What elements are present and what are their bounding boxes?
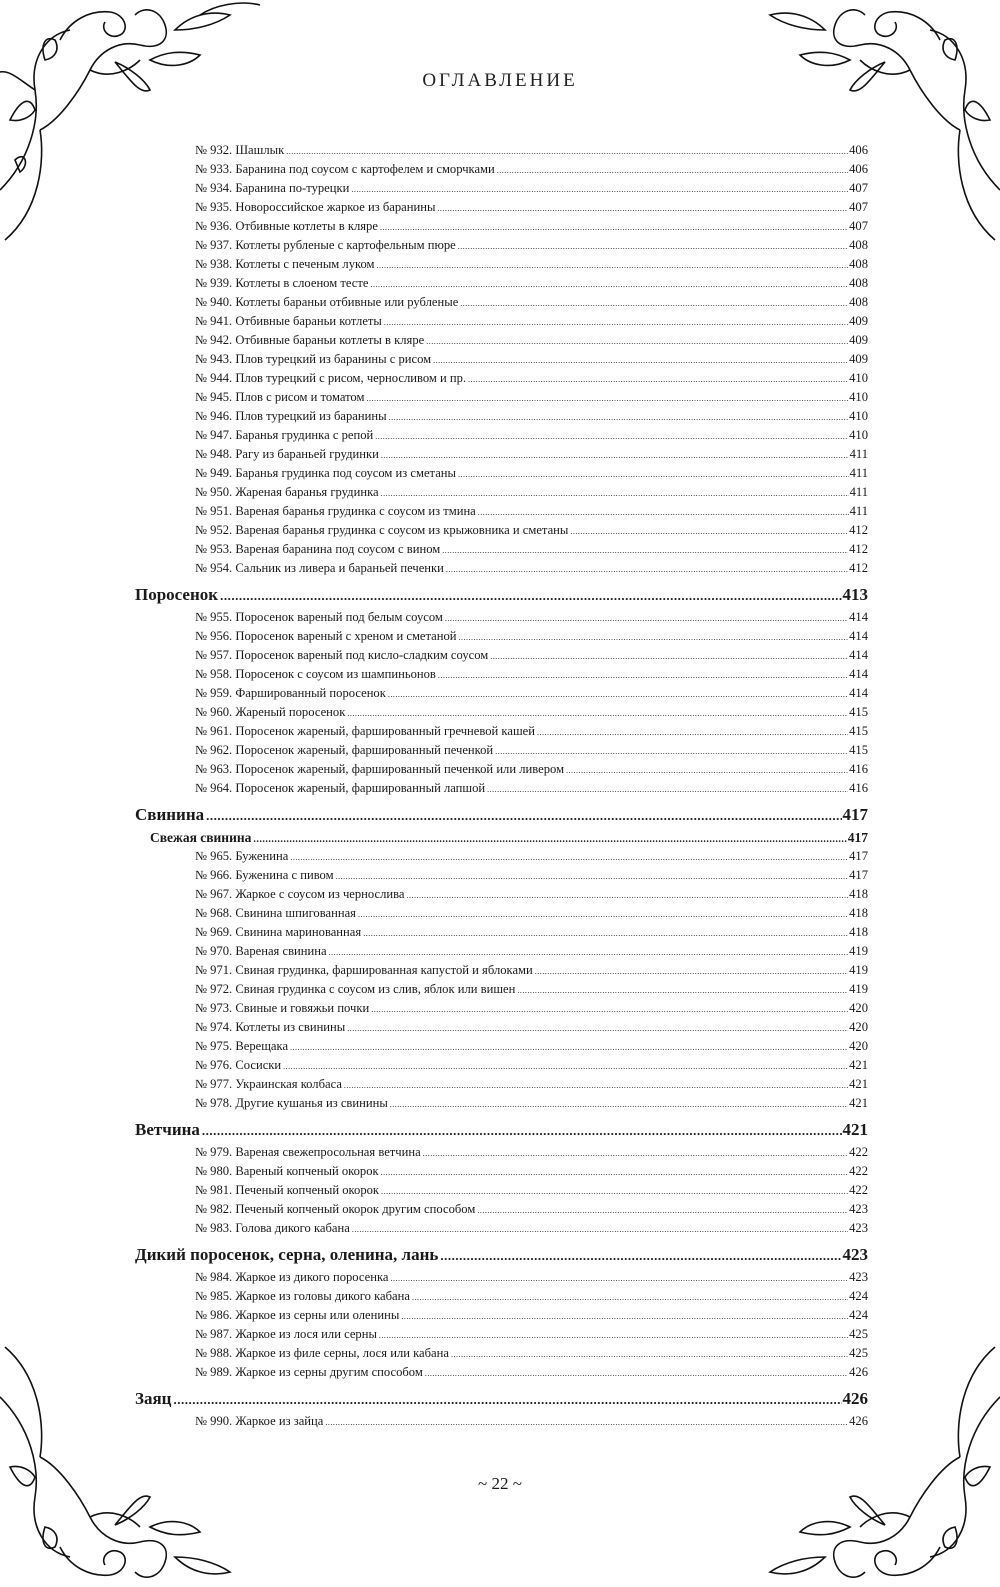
toc-entry-title: № 956. Поросенок вареный с хреном и сметаной: [195, 629, 457, 643]
dot-leader: [490, 647, 848, 665]
dot-leader: [460, 294, 848, 312]
toc-entry-title: № 944. Плов турецкий с рисом, черносливом и пр.: [195, 371, 467, 385]
toc-entry[interactable]: [135, 847, 868, 866]
dot-leader: [381, 1182, 848, 1200]
toc-page-number: 418: [849, 925, 868, 939]
dot-leader: [451, 1345, 848, 1363]
toc-section-heading[interactable]: [135, 802, 868, 828]
toc-entry[interactable]: [135, 426, 868, 445]
toc-entry[interactable]: [135, 741, 868, 760]
toc-entry[interactable]: [135, 627, 868, 646]
toc-page-number: 407: [849, 219, 868, 233]
toc-entry-title: № 970. Вареная свинина: [195, 944, 327, 958]
toc-page-number: 414: [849, 648, 868, 662]
toc-entry[interactable]: [135, 961, 868, 980]
toc-entry-title: № 961. Поросенок жареный, фаршированный гречневой кашей: [195, 724, 535, 738]
dot-leader: [381, 446, 849, 464]
toc-page-number: 421: [842, 1120, 868, 1139]
toc-entry-title: № 934. Баранина по-турецки: [195, 181, 350, 195]
toc-page-number: 410: [849, 428, 868, 442]
toc-entry[interactable]: [135, 1018, 868, 1037]
dot-leader: [389, 408, 849, 426]
toc-page-number: 417: [847, 830, 868, 845]
dot-leader: [407, 886, 849, 904]
toc-entry[interactable]: [135, 665, 868, 684]
dot-leader: [391, 1269, 849, 1287]
dot-leader: [366, 389, 848, 407]
dot-leader: [358, 905, 848, 923]
toc-entry-title: № 983. Голова дикого кабана: [195, 1221, 350, 1235]
toc-entry[interactable]: [135, 866, 868, 885]
toc-entry-title: № 990. Жаркое из зайца: [195, 1414, 324, 1428]
toc-entry-title: № 967. Жаркое с соусом из чернослива: [195, 887, 405, 901]
dot-leader: [487, 780, 848, 798]
toc-entry-title: № 951. Вареная баранья грудинка с соусом из тмина: [195, 504, 476, 518]
toc-page-number: 420: [849, 1001, 868, 1015]
toc-entry[interactable]: [135, 1287, 868, 1306]
dot-leader: [379, 1326, 848, 1344]
toc-entry-title: № 977. Украинская колбаса: [195, 1077, 342, 1091]
toc-page-number: 426: [842, 1389, 868, 1408]
toc-entry-title: № 969. Свинина маринованная: [195, 925, 362, 939]
dot-leader: [445, 609, 848, 627]
toc-entry-title: № 937. Котлеты рубленые с картофельным пюре: [195, 238, 456, 252]
dot-leader: [336, 867, 849, 885]
dot-leader: [325, 1413, 848, 1431]
toc-entry-title: № 982. Печеный копченый окорок другим способом: [195, 1202, 476, 1216]
toc-page-number: 410: [849, 390, 868, 404]
toc-page-number: 419: [849, 963, 868, 977]
toc-entry-title: № 939. Котлеты в слоеном тесте: [195, 276, 369, 290]
dot-leader: [495, 742, 848, 760]
toc-entry[interactable]: [135, 540, 868, 559]
toc-entry-title: № 966. Буженина с пивом: [195, 868, 334, 882]
page-number: ~ 22 ~: [478, 1474, 522, 1493]
toc-page-number: 409: [849, 333, 868, 347]
toc-page-number: 426: [849, 1414, 868, 1428]
toc-entry[interactable]: [135, 521, 868, 540]
toc-page-number: 411: [849, 447, 868, 461]
toc-entry-title: Ветчина: [135, 1120, 200, 1139]
toc-entry-title: Поросенок: [135, 585, 219, 604]
toc-page-number: 421: [849, 1058, 868, 1072]
toc-entry[interactable]: [135, 1143, 868, 1162]
toc-page-number: 412: [849, 523, 868, 537]
toc-entry[interactable]: [135, 684, 868, 703]
toc-page-number: 410: [849, 409, 868, 423]
toc-entry-title: № 980. Вареный копченый окорок: [195, 1164, 379, 1178]
toc-page-number: 419: [849, 944, 868, 958]
toc-entry[interactable]: [135, 1094, 868, 1113]
toc-entry-title: № 988. Жаркое из филе серны, лося или кабана: [195, 1346, 449, 1360]
toc-entry-title: № 987. Жаркое из лося или серны: [195, 1327, 377, 1341]
toc-entry-title: № 949. Баранья грудинка под соусом из сметаны: [195, 466, 456, 480]
toc-entry[interactable]: [135, 293, 868, 312]
toc-entry-title: № 975. Верещака: [195, 1039, 289, 1053]
toc-entry[interactable]: [135, 760, 868, 779]
toc-section-heading[interactable]: [135, 1242, 868, 1268]
toc-entry-title: № 948. Рагу из бараньей грудинки: [195, 447, 379, 461]
toc-page-number: 424: [849, 1308, 868, 1322]
toc-entry-title: № 974. Котлеты из свинины: [195, 1020, 346, 1034]
dot-leader: [497, 161, 848, 179]
toc-entry[interactable]: [135, 1344, 868, 1363]
dot-leader: [290, 1038, 848, 1056]
toc-entry[interactable]: [135, 445, 868, 464]
toc-page-number: 417: [849, 849, 868, 863]
dot-leader: [344, 1076, 848, 1094]
dot-leader: [384, 313, 848, 331]
toc-entry[interactable]: [135, 980, 868, 999]
toc-entry[interactable]: [135, 407, 868, 426]
toc-entry-title: № 964. Поросенок жареный, фаршированный лапшой: [195, 781, 486, 795]
dot-leader: [352, 1220, 848, 1238]
dot-leader: [371, 1000, 848, 1018]
toc-entry-title: № 953. Вареная баранина под соусом с вином: [195, 542, 441, 556]
toc-page-number: 422: [849, 1183, 868, 1197]
toc-page-number: 416: [849, 762, 868, 776]
toc-entry[interactable]: [135, 1200, 868, 1219]
toc-page-number: 424: [849, 1289, 868, 1303]
toc-entry[interactable]: [135, 141, 868, 160]
toc-entry-title: № 958. Поросенок с соусом из шампиньонов: [195, 667, 436, 681]
toc-entry-title: № 942. Отбивные бараньи котлеты в кляре: [195, 333, 425, 347]
toc-entry-title: № 947. Баранья грудинка с репой: [195, 428, 374, 442]
dot-leader: [478, 503, 849, 521]
dot-leader: [388, 685, 848, 703]
toc-entry[interactable]: [135, 923, 868, 942]
dot-leader: [329, 943, 849, 961]
toc-page-number: 411: [849, 485, 868, 499]
toc-section-heading[interactable]: [135, 582, 868, 608]
toc-entry[interactable]: [135, 1268, 868, 1287]
toc-page-number: 414: [849, 667, 868, 681]
toc-entry-title: Свинина: [135, 805, 205, 824]
toc-page-number: 409: [849, 352, 868, 366]
dot-leader: [423, 1144, 848, 1162]
dot-leader: [363, 924, 848, 942]
toc-page-number: 412: [849, 542, 868, 556]
toc-entry-title: № 971. Свиная грудинка, фаршированная капустой и яблоками: [195, 963, 533, 977]
toc-entry-title: № 978. Другие кушанья из свинины: [195, 1096, 388, 1110]
dot-leader: [401, 1307, 848, 1325]
toc-page-number: 407: [849, 181, 868, 195]
dot-leader: [437, 199, 848, 217]
toc-entry-title: № 955. Поросенок вареный под белым соусом: [195, 610, 443, 624]
toc-subsection-heading[interactable]: [135, 828, 868, 847]
dot-leader: [283, 1057, 848, 1075]
toc-page-number: 419: [849, 982, 868, 996]
toc-entry-title: № 985. Жаркое из головы дикого кабана: [195, 1289, 410, 1303]
toc-page-number: 418: [849, 906, 868, 920]
toc-entry-title: № 989. Жаркое из серны другим способом: [195, 1365, 423, 1379]
toc-entry-title: № 963. Поросенок жареный, фаршированный печенкой или ливером: [195, 762, 565, 776]
dot-leader: [286, 142, 848, 160]
dot-leader: [390, 1095, 848, 1113]
toc-section-heading[interactable]: [135, 1386, 868, 1412]
toc-entry[interactable]: [135, 255, 868, 274]
toc-entry[interactable]: [135, 483, 868, 502]
toc-entry-title: Заяц: [135, 1389, 172, 1408]
toc-entry[interactable]: [135, 198, 868, 217]
toc-entry[interactable]: [135, 369, 868, 388]
toc-entry[interactable]: [135, 779, 868, 798]
dot-leader: [351, 180, 848, 198]
dot-leader: [290, 848, 848, 866]
toc-page-number: 409: [849, 314, 868, 328]
toc-page-number: 411: [849, 466, 868, 480]
dot-leader: [458, 465, 849, 483]
dot-leader: [535, 962, 848, 980]
toc-page-number: 407: [849, 200, 868, 214]
toc-entry-title: № 940. Котлеты бараньи отбивные или рубленые: [195, 295, 459, 309]
toc-page-number: 414: [849, 629, 868, 643]
toc-entry-title: № 950. Жареная баранья грудинка: [195, 485, 379, 499]
toc-entry[interactable]: [135, 350, 868, 369]
toc-page-number: 410: [849, 371, 868, 385]
toc-entry-title: № 973. Свиные и говяжьи почки: [195, 1001, 370, 1015]
toc-page-number: 406: [849, 143, 868, 157]
toc-page-number: 423: [849, 1202, 868, 1216]
toc-entry[interactable]: [135, 236, 868, 255]
toc-page-number: 408: [849, 257, 868, 271]
dot-leader: [458, 237, 848, 255]
dot-leader: [375, 427, 848, 445]
toc-entry[interactable]: [135, 608, 868, 627]
toc-page-number: 416: [849, 781, 868, 795]
dot-leader: [412, 1288, 848, 1306]
toc-entry-title: № 943. Плов турецкий из баранины с рисом: [195, 352, 432, 366]
toc-entry-title: № 962. Поросенок жареный, фаршированный печенкой: [195, 743, 494, 757]
toc-entry[interactable]: [135, 502, 868, 521]
toc-page-number: 421: [849, 1077, 868, 1091]
toc-entry-title: № 981. Печеный копченый окорок: [195, 1183, 380, 1197]
toc-entry-title: № 952. Вареная баранья грудинка с соусом из крыжовника и сметаны: [195, 523, 569, 537]
toc-entry[interactable]: [135, 217, 868, 236]
toc-page-number: 415: [849, 705, 868, 719]
toc-page-number: 426: [849, 1365, 868, 1379]
dot-leader: [347, 1019, 848, 1037]
toc-page-number: 414: [849, 686, 868, 700]
toc-entry[interactable]: [135, 646, 868, 665]
toc-entry[interactable]: [135, 464, 868, 483]
toc-entry[interactable]: [135, 559, 868, 578]
dot-leader: [202, 1118, 842, 1143]
toc-section-heading[interactable]: [135, 1117, 868, 1143]
toc-entry-title: № 935. Новороссийское жаркое из баранины: [195, 200, 436, 214]
toc-entry-title: № 968. Свинина шпигованная: [195, 906, 356, 920]
toc-entry[interactable]: [135, 312, 868, 331]
dot-leader: [517, 981, 848, 999]
dot-leader: [446, 560, 848, 578]
toc-entry[interactable]: [135, 1056, 868, 1075]
toc-entry-title: № 986. Жаркое из серны или оленины: [195, 1308, 400, 1322]
toc-page-number: 421: [849, 1096, 868, 1110]
dot-leader: [468, 370, 848, 388]
dot-leader: [206, 803, 841, 828]
dot-leader: [220, 583, 841, 608]
toc-page-number: 414: [849, 610, 868, 624]
toc-entry-title: № 972. Свиная грудинка с соусом из слив, яблок или вишен: [195, 982, 516, 996]
dot-leader: [537, 723, 848, 741]
dot-leader: [459, 628, 849, 646]
toc-entry-title: № 976. Сосиски: [195, 1058, 282, 1072]
toc-page-number: 423: [849, 1221, 868, 1235]
toc-entry-title: № 936. Отбивные котлеты в кляре: [195, 219, 378, 233]
dot-leader: [425, 1364, 848, 1382]
toc-entry[interactable]: [135, 1363, 868, 1382]
dot-leader: [440, 1243, 841, 1268]
toc-page-number: 415: [849, 724, 868, 738]
toc-page-number: 417: [842, 805, 868, 824]
toc-page-number: 420: [849, 1020, 868, 1034]
toc-page-number: 408: [849, 295, 868, 309]
toc-entry-title: № 941. Отбивные бараньи котлеты: [195, 314, 382, 328]
toc-page-number: 418: [849, 887, 868, 901]
toc-entry[interactable]: [135, 331, 868, 350]
toc-page-number: 411: [849, 504, 868, 518]
toc-entry[interactable]: [135, 1219, 868, 1238]
toc-entry[interactable]: [135, 1412, 868, 1431]
toc-entry[interactable]: [135, 388, 868, 407]
toc-page-number: 425: [849, 1346, 868, 1360]
dot-leader: [381, 1163, 848, 1181]
toc-page-number: 408: [849, 276, 868, 290]
toc-page-number: 412: [849, 561, 868, 575]
toc-entry-title: № 984. Жаркое из дикого поросенка: [195, 1270, 389, 1284]
toc-entry[interactable]: [135, 1306, 868, 1325]
toc-entry[interactable]: [135, 942, 868, 961]
toc-page-number: 413: [842, 585, 868, 604]
toc-page-number: 408: [849, 238, 868, 252]
dot-leader: [370, 275, 848, 293]
toc-entry-title: № 954. Сальник из ливера и бараньей печенки: [195, 561, 444, 575]
toc-page-number: 420: [849, 1039, 868, 1053]
toc-entry[interactable]: [135, 904, 868, 923]
toc-page-number: 425: [849, 1327, 868, 1341]
toc-entry[interactable]: [135, 274, 868, 293]
toc-entry[interactable]: [135, 179, 868, 198]
toc-entry[interactable]: [135, 1037, 868, 1056]
toc-entry[interactable]: [135, 160, 868, 179]
toc-entry[interactable]: [135, 1325, 868, 1344]
dot-leader: [173, 1387, 841, 1412]
toc-page-number: 423: [849, 1270, 868, 1284]
table-of-contents: [135, 141, 868, 1431]
toc-entry[interactable]: [135, 1181, 868, 1200]
dot-leader: [380, 218, 848, 236]
toc-page-number: 423: [842, 1245, 868, 1264]
dot-leader: [566, 761, 848, 779]
dot-leader: [477, 1201, 848, 1219]
dot-leader: [253, 830, 846, 847]
toc-entry-title: № 959. Фаршированный поросенок: [195, 686, 386, 700]
toc-entry-title: № 938. Котлеты с печеным луком: [195, 257, 375, 271]
dot-leader: [381, 484, 849, 502]
toc-entry[interactable]: [135, 1075, 868, 1094]
dot-leader: [426, 332, 848, 350]
page-title: ОГЛАВЛЕНИЕ: [422, 70, 578, 91]
dot-leader: [570, 522, 848, 540]
toc-page-number: 415: [849, 743, 868, 757]
dot-leader: [377, 256, 849, 274]
toc-entry[interactable]: [135, 722, 868, 741]
toc-entry-title: № 945. Плов с рисом и томатом: [195, 390, 365, 404]
toc-entry-title: № 946. Плов турецкий из баранины: [195, 409, 387, 423]
toc-entry[interactable]: [135, 703, 868, 722]
toc-page-number: 417: [849, 868, 868, 882]
toc-entry-title: № 933. Баранина под соусом с картофелем и сморчками: [195, 162, 495, 176]
toc-entry-title: № 965. Буженина: [195, 849, 289, 863]
toc-entry-title: № 932. Шашлык: [195, 143, 285, 157]
dot-leader: [438, 666, 848, 684]
toc-entry[interactable]: [135, 999, 868, 1018]
toc-page-number: 422: [849, 1145, 868, 1159]
toc-entry-title: № 979. Вареная свежепросольная ветчина: [195, 1145, 421, 1159]
dot-leader: [433, 351, 848, 369]
toc-page-number: 406: [849, 162, 868, 176]
toc-entry[interactable]: [135, 885, 868, 904]
dot-leader: [347, 704, 848, 722]
toc-entry[interactable]: [135, 1162, 868, 1181]
toc-entry-title: Дикий поросенок, серна, оленина, лань: [135, 1245, 439, 1264]
dot-leader: [442, 541, 848, 559]
toc-entry-title: № 960. Жареный поросенок: [195, 705, 346, 719]
toc-entry-title: Свежая свинина: [150, 830, 252, 845]
toc-page-number: 422: [849, 1164, 868, 1178]
toc-entry-title: № 957. Поросенок вареный под кисло-сладким соусом: [195, 648, 489, 662]
